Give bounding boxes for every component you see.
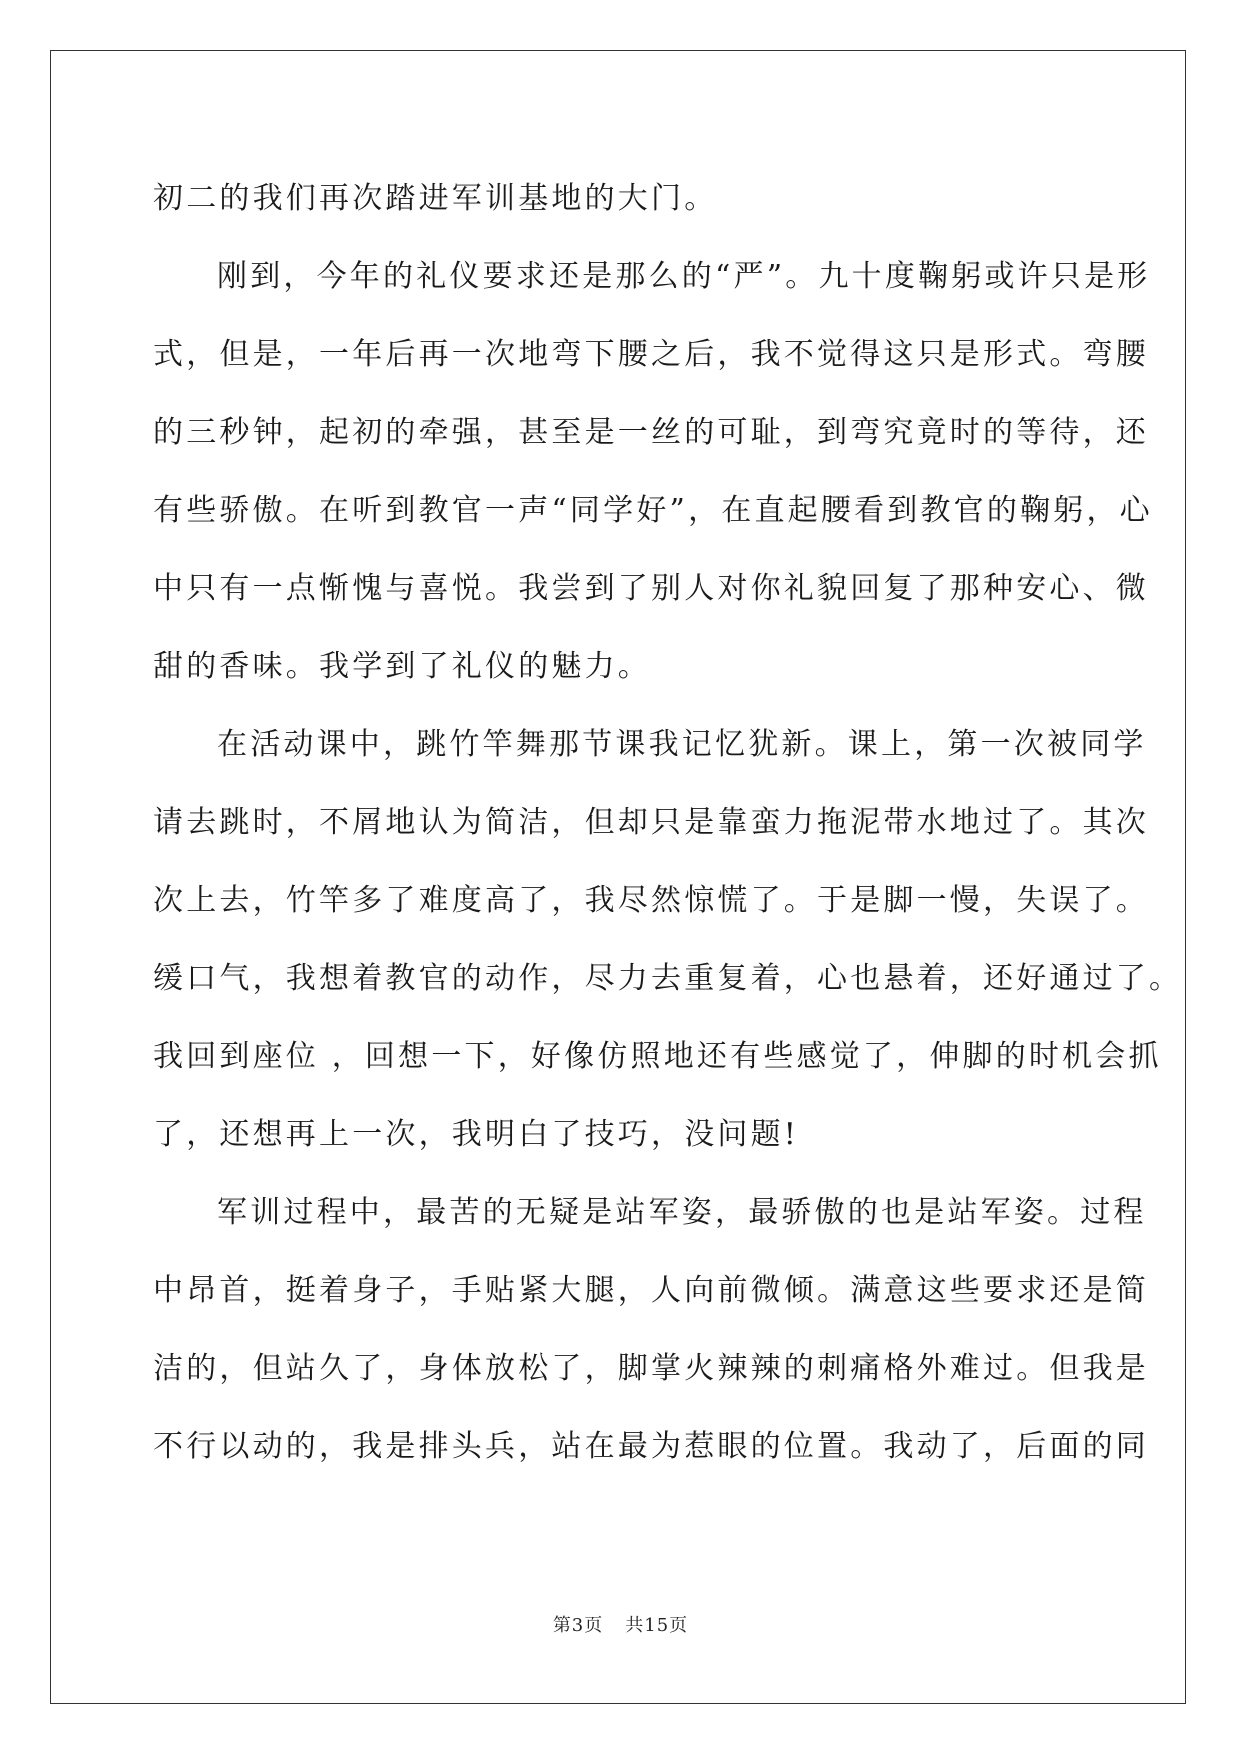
document-body [153, 160, 1183, 1486]
text-line: 不行以动的，我是排头兵，站在最为惹眼的位置。我动了，后面的同 [153, 1429, 1149, 1464]
page-footer [0, 1611, 1241, 1637]
page-total: 共15页 [625, 1615, 689, 1636]
text-line: 军训过程中，最苦的无疑是站军姿，最骄傲的也是站军姿。过程 [217, 1195, 1147, 1230]
text-line: 洁的，但站久了，身体放松了，脚掌火辣辣的刺痛格外难过。但我是 [153, 1351, 1149, 1386]
text-line: 缓口气，我想着教官的动作，尽力去重复着，心也悬着，还好通过了。 [153, 961, 1183, 996]
text-line: 初二的我们再次踏进军训基地的大门。 [153, 181, 718, 216]
text-line: 我回到座位 ，回想一下，好像仿照地还有些感觉了，伸脚的时机会抓 [153, 1039, 1162, 1074]
text-line: 刚到，今年的礼仪要求还是那么的“严”。九十度鞠躬或许只是形 [217, 259, 1151, 294]
text-line: 次上去，竹竿多了难度高了，我尽然惊慌了。于是脚一慢，失误了。 [153, 883, 1149, 918]
text-line: 有些骄傲。在听到教官一声“同学好”，在直起腰看到教官的鞠躬，心 [153, 493, 1153, 528]
text-line: 了，还想再上一次，我明白了技巧，没问题! [153, 1117, 800, 1152]
text-line: 请去跳时，不屑地认为简洁，但却只是靠蛮力拖泥带水地过了。其次 [153, 805, 1149, 840]
text-line: 中只有一点惭愧与喜悦。我尝到了别人对你礼貌回复了那种安心、微 [153, 571, 1149, 606]
text-line: 式，但是，一年后再一次地弯下腰之后，我不觉得这只是形式。弯腰 [153, 337, 1149, 372]
text-line: 的三秒钟，起初的牵强，甚至是一丝的可耻，到弯究竟时的等待，还 [153, 415, 1149, 450]
text-line: 甜的香味。我学到了礼仪的魅力。 [153, 649, 651, 684]
text-line: 中昂首，挺着身子，手贴紧大腿，人向前微倾。满意这些要求还是简 [153, 1273, 1149, 1308]
page-number: 第3页 [552, 1615, 604, 1636]
text-line: 在活动课中，跳竹竿舞那节课我记忆犹新。课上，第一次被同学 [217, 727, 1147, 762]
